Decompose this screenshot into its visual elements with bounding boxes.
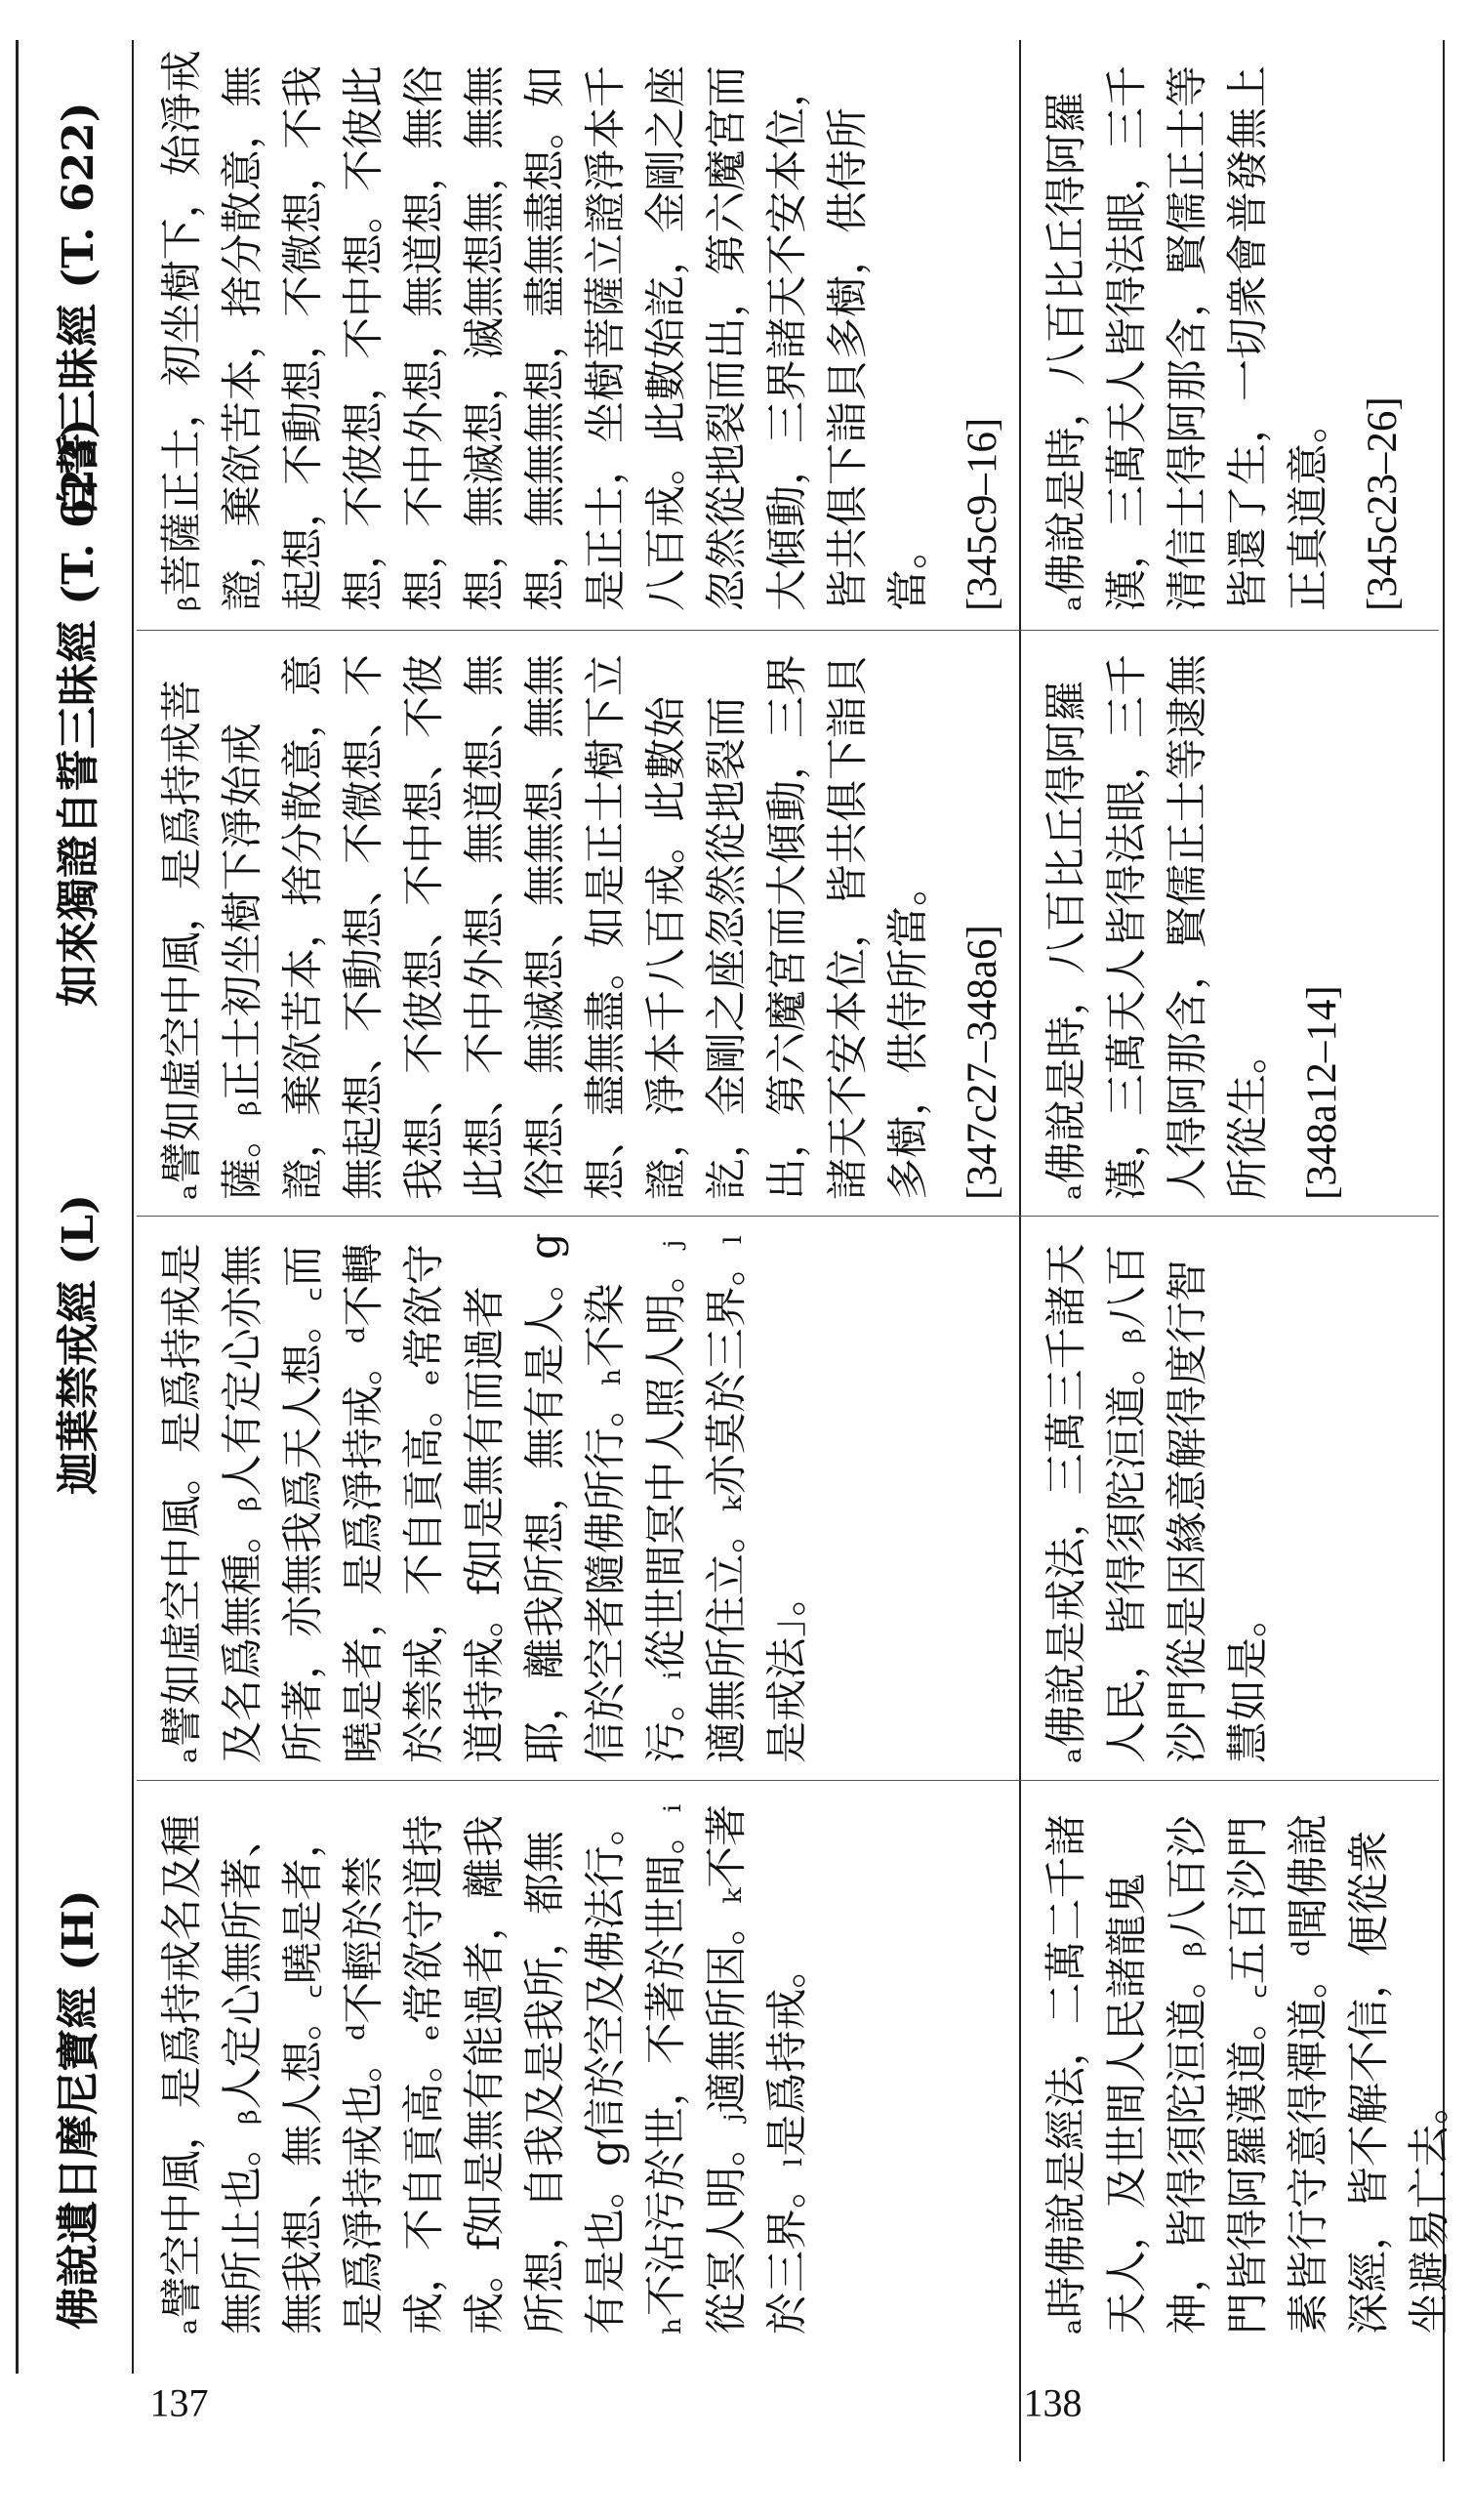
header-t623: 如來獨證自誓三昧經 (T. 623) [54, 418, 103, 1007]
cell-137-t622 [152, 45, 1005, 611]
header-l: 迦葉禁戒經 (L) [54, 1194, 103, 1495]
header-rule [132, 40, 134, 2374]
table-top-rule [16, 40, 19, 2374]
row-separator-rule [1019, 40, 1021, 2461]
row-number-138: 138 [1023, 2380, 1083, 2425]
citation-ref: [345c9–16] [960, 417, 1005, 611]
cell-text: ₐ譬如虛空中風。是爲持戒是及名爲無種。ᵦ人有定心亦無所著，亦無我爲天人想。꜀而曉是者，是爲淨持戒。ᵈ不轉於禁戒，不自貢高。ₑ常欲守道持戒。f如是無有而過者耶，離我所想，無有是人。g信於空者隨佛所行。ₕ不染污。ᵢ從世間冥中人照人明。ⱼ適無所住立。ₖ亦莫於三界。ₗ是戒法」。 [158, 1232, 812, 1763]
cell-138-l [1037, 1231, 1427, 1763]
cell-text: ₐ譬空中風，是爲持戒名及種無所止也。ᵦ人定心無所著、無我想、無人想。꜀曉是者，是爲淨持戒也。ᵈ不輕於禁戒，不自貢高。ₑ常欲守道持戒。f如是無有能過者，離我所想，自我及是我所，都無有是也。g信於空及佛法行。ₕ不沾污於世，不著於世間。ᵢ從冥人明。ⱼ適無所因。ₖ不著於三界。ₗ是爲持戒。 [158, 1803, 812, 2334]
cell-text: ₐ佛說是時，八百比丘得阿羅漢，三萬天人皆得法眼，三千人得阿那含，賢儒正士等逮無所從生。 [1043, 654, 1273, 1200]
cell-text: ᵦ菩薩正士，初坐樹下，始淨戒證，棄欲苦本，捨分散意，無起想，不動想，不微想，不我想，不彼想，不中想。不彼此想，不中外想，無道想，無俗想，無滅想，滅無想無，無無想，無無無想，盡無盡想。如是正士，坐樹菩薩立證淨本千八百戒。此數始訖，金剛之座忽然從地裂而出，第六魔宮而大傾動，三界諸天不安本位，皆共俱下詣貝多樹，供侍所當。 [158, 50, 933, 611]
column-separator [137, 630, 1439, 631]
citation-ref: [347c27–348a6] [960, 925, 1005, 1200]
cell-137-t623 [152, 648, 1005, 1200]
cell-138-h [1037, 1799, 1454, 2334]
citation-ref: [345c23–26] [1360, 396, 1406, 611]
row-number-137: 137 [149, 2380, 209, 2425]
cell-138-t623 [1037, 648, 1427, 1200]
cell-text: ₐ佛說是戒法，三萬三千諸天人民，皆得須陀洹道。ᵦ八百沙門從是因緣意解得度行智慧如是。 [1043, 1243, 1273, 1763]
column-separator [137, 1780, 1439, 1781]
cell-138-t622 [1037, 45, 1427, 611]
cell-text: ₐ佛說是時，八百比丘得阿羅漢，三萬天人皆得法眼，三千清信士得阿那含，賢儒正士等皆還了生，一切衆會普發無上正真道意。 [1043, 65, 1333, 611]
cell-text: ₐ譬如虛空中風，是爲持戒菩薩。ᵦ正士初坐樹下淨始戒證，棄欲苦本，捨分散意，意無起想、不動想、不微想、不我想、不彼想、不中想、不彼此想、不中外想、無道想、無俗想、無滅想、無無想、無無想、盡無盡。如是正士樹下立證，淨本千八百戒。此數始訖，金剛之座忽然從地裂而出，第六魔宮而大傾動，三界諸天不安本位，皆共俱下詣貝多樹，供侍所當。 [158, 654, 933, 1200]
header-t622: 自誓三昧經 (T. 622) [54, 102, 103, 518]
cell-137-l [152, 1231, 1002, 1763]
header-h: 佛說遺日摩尼寶經 (H) [54, 1889, 103, 2330]
cell-text: ₐ時佛說是經法，二萬二千諸天人，及世間人民諸龍鬼神，皆得須陀洹道。ᵦ八百沙門皆得阿羅漢道。꜀五百沙門素皆行守意得禪道。ᵈ聞佛說深經，皆不解不信，便從衆坐避易亡去。 [1043, 1813, 1454, 2334]
column-separator [137, 1216, 1439, 1217]
citation-ref: [348a12–14] [1299, 985, 1345, 1200]
cell-137-h [152, 1799, 1002, 2334]
